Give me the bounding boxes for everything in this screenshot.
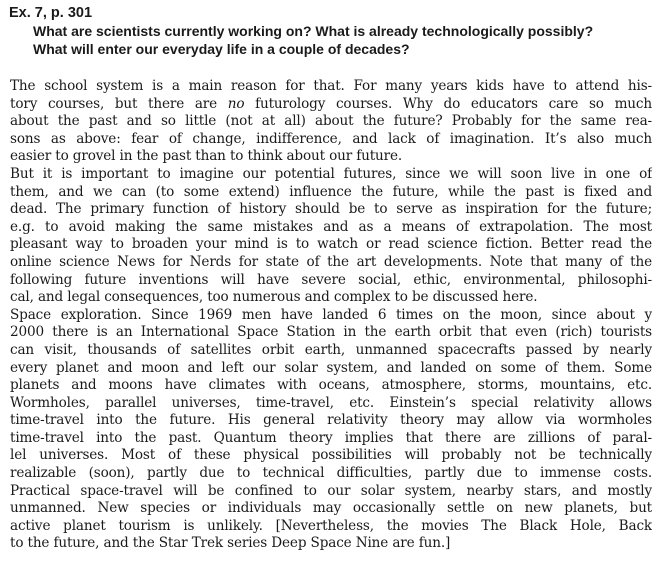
text-line: e.g. to avoid making the same mistakes and as a means of extrapolation. The most (10, 218, 652, 235)
text-line: following future inventions will have severe social, ethic, environmental, philosophi- (10, 271, 652, 288)
task-questions (33, 23, 658, 58)
text-line: every planet and moon and left our solar system, and landed on some of them. Some (10, 359, 652, 376)
reading-text (10, 78, 652, 553)
text-line: But it is important to imagine our potential futures, since we will soon live in one of (10, 165, 652, 182)
text-line: sons as above: fear of change, indifference, and lack of imagination. It’s also much (10, 130, 652, 147)
text-line: online science News for Nerds for state of the art developments. Note that many of the (10, 253, 652, 270)
text-line: lel universes. Most of these physical possibilities will probably not be technically (10, 447, 652, 464)
text-line: easier to grovel in the past than to think about our future. (10, 148, 403, 165)
text-line: dead. The primary function of history should be to serve as inspiration for the future; (10, 201, 652, 218)
text-line: Wormholes, parallel universes, time-travel, etc. Einstein’s special relativity allows (10, 394, 652, 411)
text-line: can visit, thousands of satellites orbit earth, unmanned spacecrafts passed by nearly (10, 341, 652, 358)
text-line: active planet tourism is unlikely. [Nevertheless, the movies The Black Hole, Back (10, 517, 652, 534)
text-line: planets and moons have climates with oceans, atmosphere, storms, mountains, etc. (10, 377, 652, 394)
text-line: 2000 there is an International Space Station in the earth orbit that even (rich) tourists (10, 324, 652, 341)
task-line: What will enter our everyday life in a couple of decades? (33, 40, 410, 57)
text-fragment: tory courses, but there are (10, 95, 228, 112)
text-line: cal, and legal consequences, too numerous and complex to be discussed here. (10, 289, 538, 306)
text-line: about the past and so little (not at all) about the future? Probably for the same rea- (10, 113, 652, 130)
paragraph-school-system (10, 78, 652, 166)
text-line: Practical space-travel will be confined to our solar system, nearby stars, and mostly (10, 482, 652, 499)
text-line: Space exploration. Since 1969 men have landed 6 times on the moon, since about y (10, 306, 652, 323)
text-line (10, 96, 652, 114)
exercise-label: Ex. 7, p. 301 (9, 5, 93, 21)
text-line: The school system is a main reason for that. For many years kids have to attend his- (10, 78, 652, 94)
text-fragment: futurology courses. Why do educators care so much (244, 95, 652, 112)
text-line: unmanned. New species or individuals may occasionally settle on new planets, but (10, 500, 652, 517)
emphasis-no: no (227, 95, 245, 112)
text-line: to the future, and the Star Trek series Deep Space Nine are fun.] (10, 535, 451, 552)
paragraph-imagine-futures (10, 166, 652, 307)
text-line: time-travel into the future. His general relativity theory may allow via wormholes (10, 412, 652, 429)
text-line: pleasant way to broaden your mind is to watch or read science fiction. Better read the (10, 236, 652, 253)
text-line: time-travel into the past. Quantum theory implies that there are zillions of paral- (10, 429, 652, 446)
paragraph-space-exploration (10, 307, 652, 553)
text-line: them, and we can (to some extend) influence the future, while the past is fixed and (10, 183, 652, 200)
text-line: realizable (soon), partly due to technical difficulties, partly due to immense costs. (10, 465, 652, 482)
task-line: What are scientists currently working on? What is already technologically possibly? (33, 23, 594, 39)
